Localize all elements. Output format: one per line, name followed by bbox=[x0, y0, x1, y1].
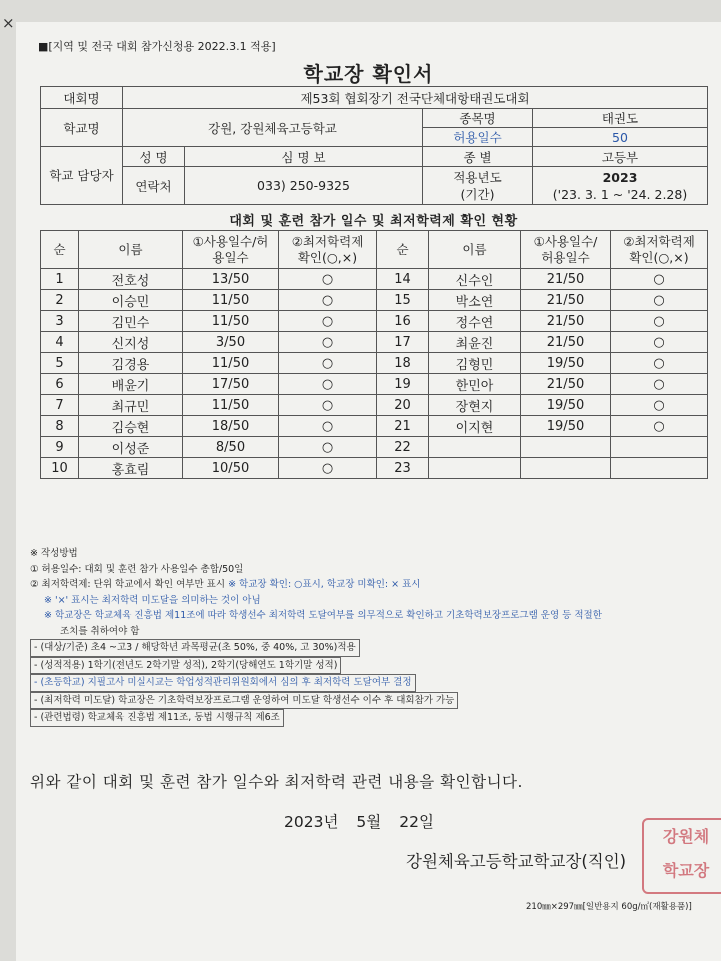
close-icon[interactable]: × bbox=[2, 14, 15, 32]
event-value: 제53회 협회장기 전국단체대항태권도대회 bbox=[123, 87, 708, 109]
note-6 bbox=[30, 657, 710, 675]
row-name-right: 이지현 bbox=[429, 416, 521, 437]
row-days-left: 11/50 bbox=[183, 395, 279, 416]
contact-value: 033) 250-9325 bbox=[185, 167, 423, 205]
note-8 bbox=[30, 692, 710, 710]
row-no-right: 22 bbox=[377, 437, 429, 458]
note-7 bbox=[30, 674, 710, 692]
note-1: ① 허용일수: 대회 및 훈련 참가 사용일수 총합/50일 bbox=[30, 563, 244, 575]
row-days-right bbox=[521, 437, 611, 458]
row-name-left: 최규민 bbox=[79, 395, 183, 416]
info-table bbox=[40, 86, 708, 205]
notes bbox=[30, 546, 710, 727]
row-days-right: 21/50 bbox=[521, 332, 611, 353]
row-no-left: 4 bbox=[41, 332, 79, 353]
row-name-right: 김형민 bbox=[429, 353, 521, 374]
row-no-right: 14 bbox=[377, 269, 429, 290]
row-no-right: 17 bbox=[377, 332, 429, 353]
period-label: (기간) bbox=[460, 186, 495, 202]
school-value: 강원, 강원체육고등학교 bbox=[123, 109, 423, 147]
row-no-left: 10 bbox=[41, 458, 79, 479]
header-days-right-line2: 허용일수 bbox=[541, 249, 590, 265]
row-no-left: 7 bbox=[41, 395, 79, 416]
row-name-right bbox=[429, 437, 521, 458]
row-check-left: ○ bbox=[279, 290, 377, 311]
row-name-left: 김민수 bbox=[79, 311, 183, 332]
row-no-left: 1 bbox=[41, 269, 79, 290]
row-check-left: ○ bbox=[279, 311, 377, 332]
table-row bbox=[41, 395, 708, 416]
note-9 bbox=[30, 709, 710, 727]
row-name-right: 정수연 bbox=[429, 311, 521, 332]
table-row bbox=[41, 269, 708, 290]
principal-signature: 강원체육고등학교학교장(직인) bbox=[406, 852, 627, 871]
note-2a: ② 최저학력제: 단위 학교에서 확인 여부만 표시 bbox=[30, 579, 226, 590]
seal-line-1: 강원체 bbox=[662, 827, 710, 846]
row-days-right: 19/50 bbox=[521, 395, 611, 416]
note-4b: 조치를 취하여야 함 bbox=[60, 625, 140, 637]
row-no-left: 6 bbox=[41, 374, 79, 395]
row-name-left: 김경용 bbox=[79, 353, 183, 374]
row-days-right bbox=[521, 458, 611, 479]
row-check-left: ○ bbox=[279, 332, 377, 353]
row-no-right: 18 bbox=[377, 353, 429, 374]
row-no-right: 21 bbox=[377, 416, 429, 437]
row-check-right: ○ bbox=[611, 353, 708, 374]
row-no-left: 5 bbox=[41, 353, 79, 374]
row-check-left: ○ bbox=[279, 458, 377, 479]
contact-label: 연락처 bbox=[123, 167, 185, 205]
row-days-left: 3/50 bbox=[183, 332, 279, 353]
row-days-left: 13/50 bbox=[183, 269, 279, 290]
name-label: 성 명 bbox=[123, 147, 185, 167]
row-no-right: 16 bbox=[377, 311, 429, 332]
header-days-line1: ①사용일수/허 bbox=[192, 233, 269, 249]
row-no-left: 2 bbox=[41, 290, 79, 311]
row-no-right: 15 bbox=[377, 290, 429, 311]
row-days-right: 21/50 bbox=[521, 374, 611, 395]
row-check-left: ○ bbox=[279, 437, 377, 458]
sport-value: 태권도 bbox=[533, 109, 708, 128]
row-name-left: 전호성 bbox=[79, 269, 183, 290]
header-check-line1: ②최저학력제 bbox=[291, 233, 364, 249]
header-no-right: 순 bbox=[377, 231, 429, 269]
row-check-right: ○ bbox=[611, 311, 708, 332]
row-no-right: 19 bbox=[377, 374, 429, 395]
notes-heading: ※ 작성방법 bbox=[30, 548, 78, 559]
header-check-right-line2: 확인(○,×) bbox=[629, 249, 689, 265]
table-row bbox=[41, 458, 708, 479]
note-7-text: - (초등학교) 지필고사 미실시교는 학업성적관리위원회에서 심의 후 최저학력 도달여부 결정 bbox=[30, 674, 416, 692]
row-no-right: 23 bbox=[377, 458, 429, 479]
row-name-right bbox=[429, 458, 521, 479]
division-label: 종 별 bbox=[423, 147, 533, 167]
row-no-left: 8 bbox=[41, 416, 79, 437]
row-no-right: 20 bbox=[377, 395, 429, 416]
row-check-left: ○ bbox=[279, 395, 377, 416]
row-name-right: 박소연 bbox=[429, 290, 521, 311]
row-name-left: 이성준 bbox=[79, 437, 183, 458]
allowed-days-value: 50 bbox=[533, 128, 708, 147]
sport-label: 종목명 bbox=[423, 109, 533, 128]
row-name-right: 신수인 bbox=[429, 269, 521, 290]
date-day: 22일 bbox=[399, 813, 434, 831]
roster-body bbox=[41, 269, 708, 479]
table-row bbox=[41, 374, 708, 395]
header-check-right-line1: ②최저학력제 bbox=[623, 233, 695, 249]
row-name-left: 배윤기 bbox=[79, 374, 183, 395]
header-check bbox=[279, 231, 377, 269]
note-5 bbox=[30, 639, 710, 657]
row-name-right: 한민아 bbox=[429, 374, 521, 395]
row-no-left: 9 bbox=[41, 437, 79, 458]
table-row bbox=[41, 353, 708, 374]
year-value: 2023 bbox=[602, 169, 638, 185]
header-days bbox=[183, 231, 279, 269]
page-title: 학교장 확인서 bbox=[303, 62, 434, 86]
row-days-right: 19/50 bbox=[521, 353, 611, 374]
confirm-date bbox=[284, 810, 452, 832]
row-days-right: 21/50 bbox=[521, 290, 611, 311]
header-name-right: 이름 bbox=[429, 231, 521, 269]
row-days-left: 10/50 bbox=[183, 458, 279, 479]
paper-spec-footer: 210㎜×297㎜[일반용지 60g/㎡(재활용품)] bbox=[526, 902, 692, 912]
date-year: 2023년 bbox=[284, 813, 339, 831]
document-page bbox=[16, 22, 721, 961]
row-check-right: ○ bbox=[611, 290, 708, 311]
header-name: 이름 bbox=[79, 231, 183, 269]
row-check-right: ○ bbox=[611, 416, 708, 437]
note-2 bbox=[30, 577, 710, 593]
year-period-value bbox=[533, 167, 708, 205]
row-name-left: 이승민 bbox=[79, 290, 183, 311]
note-6-text: - (성적적용) 1학기(전년도 2학기말 성적), 2학기(당해연도 1학기말 성적) bbox=[30, 657, 341, 675]
header-days-right-line1: ①사용일수/ bbox=[533, 233, 598, 249]
table-row bbox=[41, 437, 708, 458]
row-check-left: ○ bbox=[279, 374, 377, 395]
table-row bbox=[41, 290, 708, 311]
year-period-label bbox=[423, 167, 533, 205]
header-days-right bbox=[521, 231, 611, 269]
row-check-right: ○ bbox=[611, 332, 708, 353]
note-8-text: - (최저학력 미도달) 학교장은 기초학력보장프로그램 운영하여 미도달 학생선수 이수 후 대회참가 가능 bbox=[30, 692, 458, 710]
row-name-left: 신지성 bbox=[79, 332, 183, 353]
seal-line-2: 학교장 bbox=[662, 861, 710, 880]
row-days-right: 19/50 bbox=[521, 416, 611, 437]
header-days-line2: 용일수 bbox=[212, 249, 249, 265]
note-3: ※ '×' 표시는 최저학력 미도달을 의미하는 것이 아님 bbox=[44, 594, 261, 606]
date-month: 5월 bbox=[356, 813, 382, 831]
row-check-left: ○ bbox=[279, 353, 377, 374]
row-name-left: 김승현 bbox=[79, 416, 183, 437]
staff-label: 학교 담당자 bbox=[41, 147, 123, 205]
header-no: 순 bbox=[41, 231, 79, 269]
table-row bbox=[41, 416, 708, 437]
row-check-left: ○ bbox=[279, 416, 377, 437]
row-days-left: 11/50 bbox=[183, 311, 279, 332]
event-label: 대회명 bbox=[41, 87, 123, 109]
allowed-days-label: 허용일수 bbox=[423, 128, 533, 147]
row-check-right bbox=[611, 458, 708, 479]
row-no-left: 3 bbox=[41, 311, 79, 332]
official-seal bbox=[642, 818, 721, 894]
year-label: 적용년도 bbox=[453, 169, 502, 185]
row-name-right: 장현지 bbox=[429, 395, 521, 416]
division-value: 고등부 bbox=[533, 147, 708, 167]
row-check-right: ○ bbox=[611, 374, 708, 395]
confirm-statement: 위와 같이 대회 및 훈련 참가 일수와 최저학력 관련 내용을 확인합니다. bbox=[30, 773, 523, 791]
row-days-left: 8/50 bbox=[183, 437, 279, 458]
row-days-right: 21/50 bbox=[521, 269, 611, 290]
row-check-right: ○ bbox=[611, 395, 708, 416]
period-value: ('23. 3. 1 ~ '24. 2.28) bbox=[552, 186, 688, 202]
school-label: 학교명 bbox=[41, 109, 123, 147]
table-row bbox=[41, 332, 708, 353]
note-9-text: - (관련법령) 학교체육 진흥법 제11조, 동법 시행규칙 제6조 bbox=[30, 709, 284, 727]
row-days-left: 11/50 bbox=[183, 290, 279, 311]
roster-title: 대회 및 훈련 참가 일수 및 최저학력제 확인 현황 bbox=[229, 214, 518, 229]
header-check-line2: 확인(○,×) bbox=[297, 249, 358, 265]
note-4: ※ 학교장은 학교체육 진흥법 제11조에 따라 학생선수 최저학력 도달여부를 의무적으로 확인하고 기초학력보장프로그램 운영 등 적절한 bbox=[44, 610, 602, 621]
name-value: 심 명 보 bbox=[185, 147, 423, 167]
note-5-text: - (대상/기준) 초4 ~고3 / 해당학년 과목평균(초 50%, 중 40%, 고 30%)적용 bbox=[30, 639, 360, 657]
row-check-right: ○ bbox=[611, 269, 708, 290]
row-days-left: 17/50 bbox=[183, 374, 279, 395]
row-check-left: ○ bbox=[279, 269, 377, 290]
note-2b: ※ 학교장 확인: ○표시, 학교장 미확인: × 표시 bbox=[228, 579, 421, 590]
form-label: ■[지역 및 전국 대회 참가신청용 2022.3.1 적용] bbox=[38, 40, 276, 53]
row-name-left: 홍효림 bbox=[79, 458, 183, 479]
row-days-left: 18/50 bbox=[183, 416, 279, 437]
row-name-right: 최윤진 bbox=[429, 332, 521, 353]
row-days-right: 21/50 bbox=[521, 311, 611, 332]
row-days-left: 11/50 bbox=[183, 353, 279, 374]
roster-table bbox=[40, 230, 708, 479]
row-check-right bbox=[611, 437, 708, 458]
header-check-right bbox=[611, 231, 708, 269]
table-row bbox=[41, 311, 708, 332]
